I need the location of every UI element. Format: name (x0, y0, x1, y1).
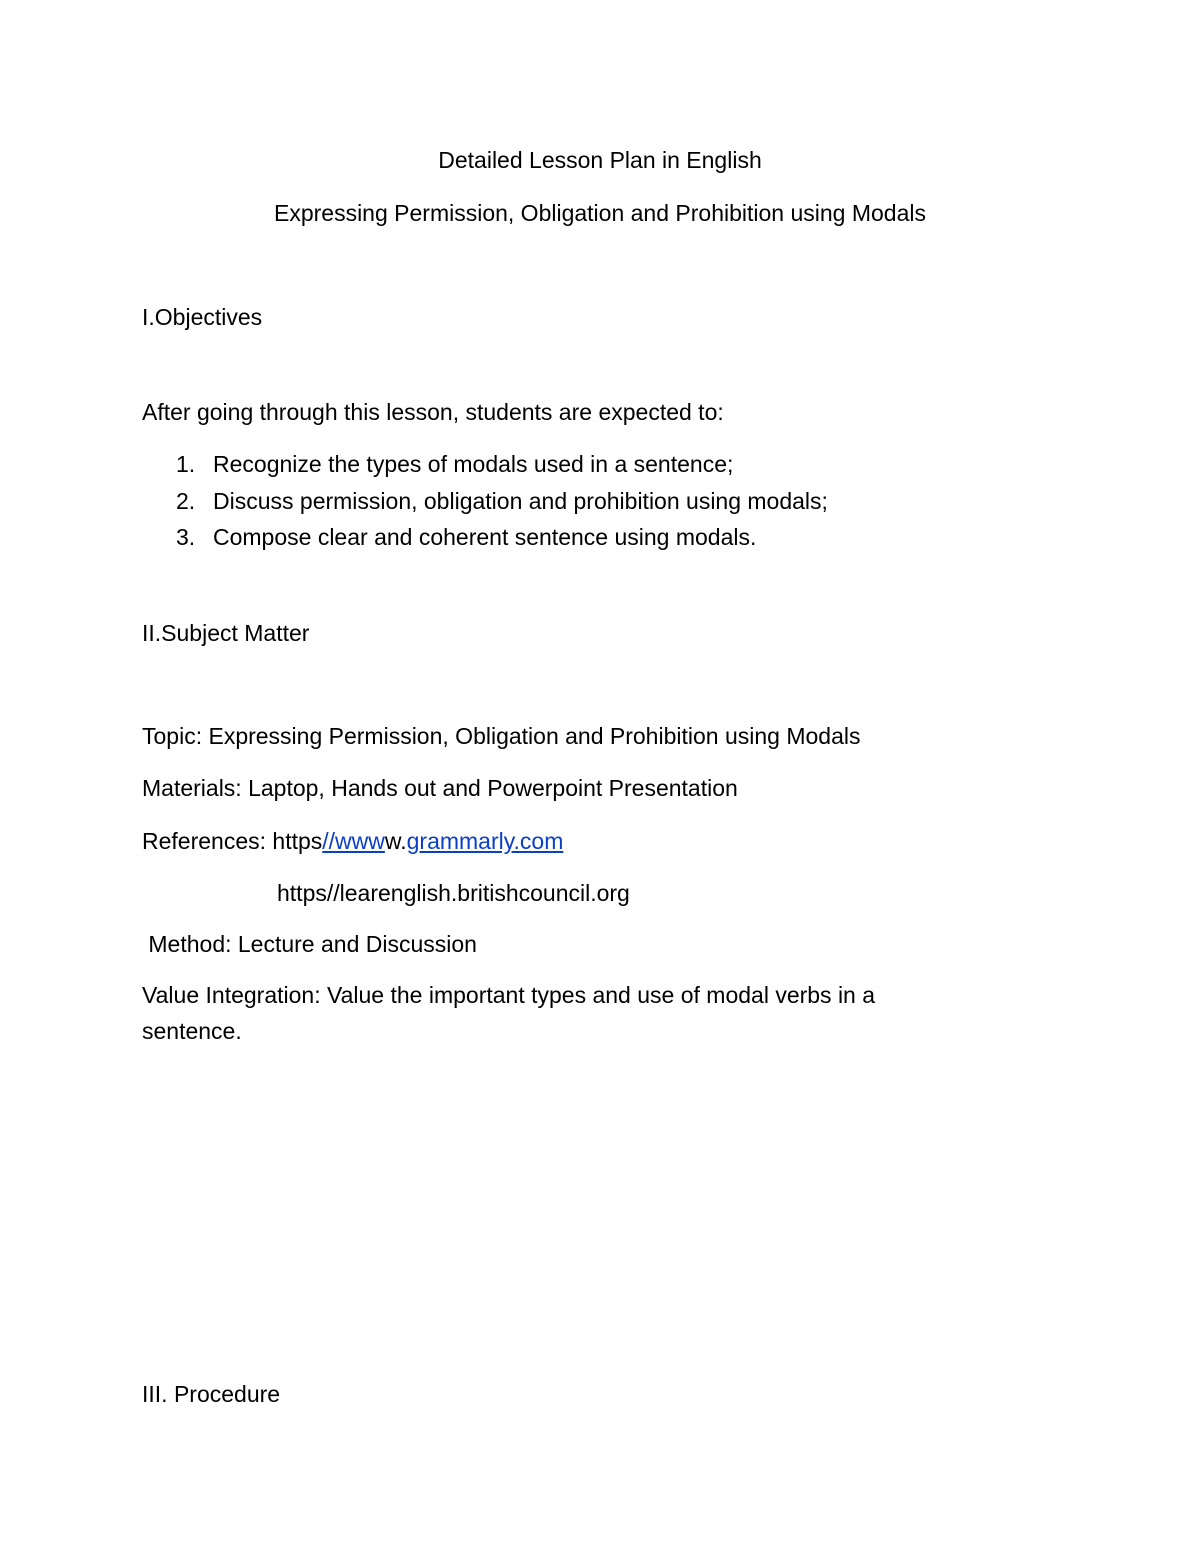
value-integration-line: Value Integration: Value the important types and use of modal verbs in a sentence. (142, 982, 876, 1044)
objectives-intro: After going through this lesson, students are expected to: (142, 399, 724, 425)
materials-line: Materials: Laptop, Hands out and Powerpoint Presentation (142, 775, 738, 801)
reference-britishcouncil: https//learenglish.britishcouncil.org (277, 880, 630, 906)
reference-link-grammarly[interactable]: grammarly.com (406, 828, 564, 854)
subject-matter-heading: II.Subject Matter (142, 620, 310, 646)
list-item-number: 2. (176, 488, 196, 514)
reference-link-plain: w. (384, 828, 407, 854)
list-item-number: 3. (176, 524, 196, 550)
objectives-heading: I.Objectives (142, 304, 263, 330)
document-subtitle: Expressing Permission, Obligation and Prohibition using Modals (273, 200, 926, 226)
list-item-number: 1. (176, 451, 196, 477)
procedure-heading: III. Procedure (142, 1381, 281, 1407)
list-item-text: Recognize the types of modals used in a sentence; (213, 451, 734, 477)
references-label: References: https (142, 828, 323, 854)
reference-link-part[interactable]: //www (322, 828, 385, 854)
topic-line: Topic: Expressing Permission, Obligation and Prohibition using Modals (142, 723, 861, 749)
document-title: Detailed Lesson Plan in English (438, 147, 762, 173)
references-line (142, 827, 563, 855)
list-item-text: Compose clear and coherent sentence using modals. (213, 524, 757, 550)
list-item-text: Discuss permission, obligation and prohibition using modals; (213, 488, 828, 514)
method-line: Method: Lecture and Discussion (142, 931, 477, 957)
